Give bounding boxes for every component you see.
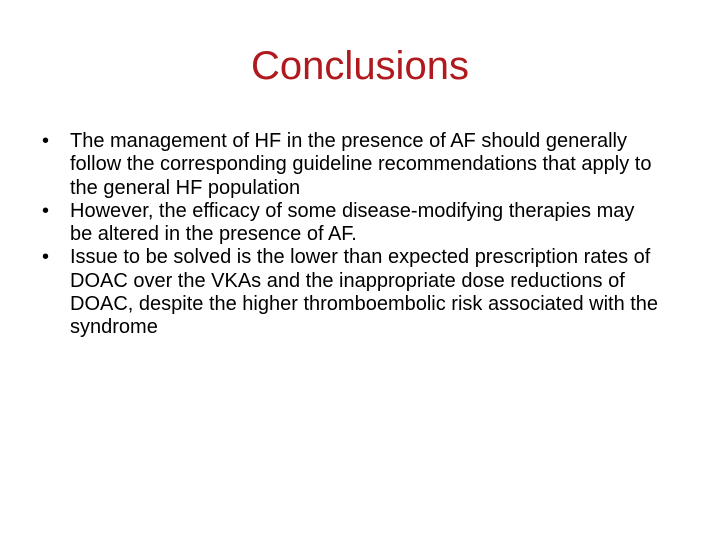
bullet-marker: • (42, 130, 50, 152)
bullet-marker: • (42, 246, 50, 269)
bullet-item (42, 200, 662, 247)
bullet-text: The management of HF in the presence of AF should generally follow the corresponding guideline recommendations that apply to the general HF population (70, 130, 652, 199)
bullet-item (42, 130, 662, 200)
bullet-text: Issue to be solved is the lower than expected prescription rates of DOAC over the VKAs and the inappropriate dose reductions of DOAC, despite the higher thromboembolic risk associated with the syndrome (70, 246, 659, 339)
bullet-list (42, 130, 662, 340)
bullet-text: However, the efficacy of some disease-modifying therapies may be altered in the presence of AF. (70, 199, 635, 246)
slide-title: Conclusions (251, 44, 469, 88)
bullet-marker: • (42, 199, 50, 222)
bullet-item (42, 246, 662, 339)
